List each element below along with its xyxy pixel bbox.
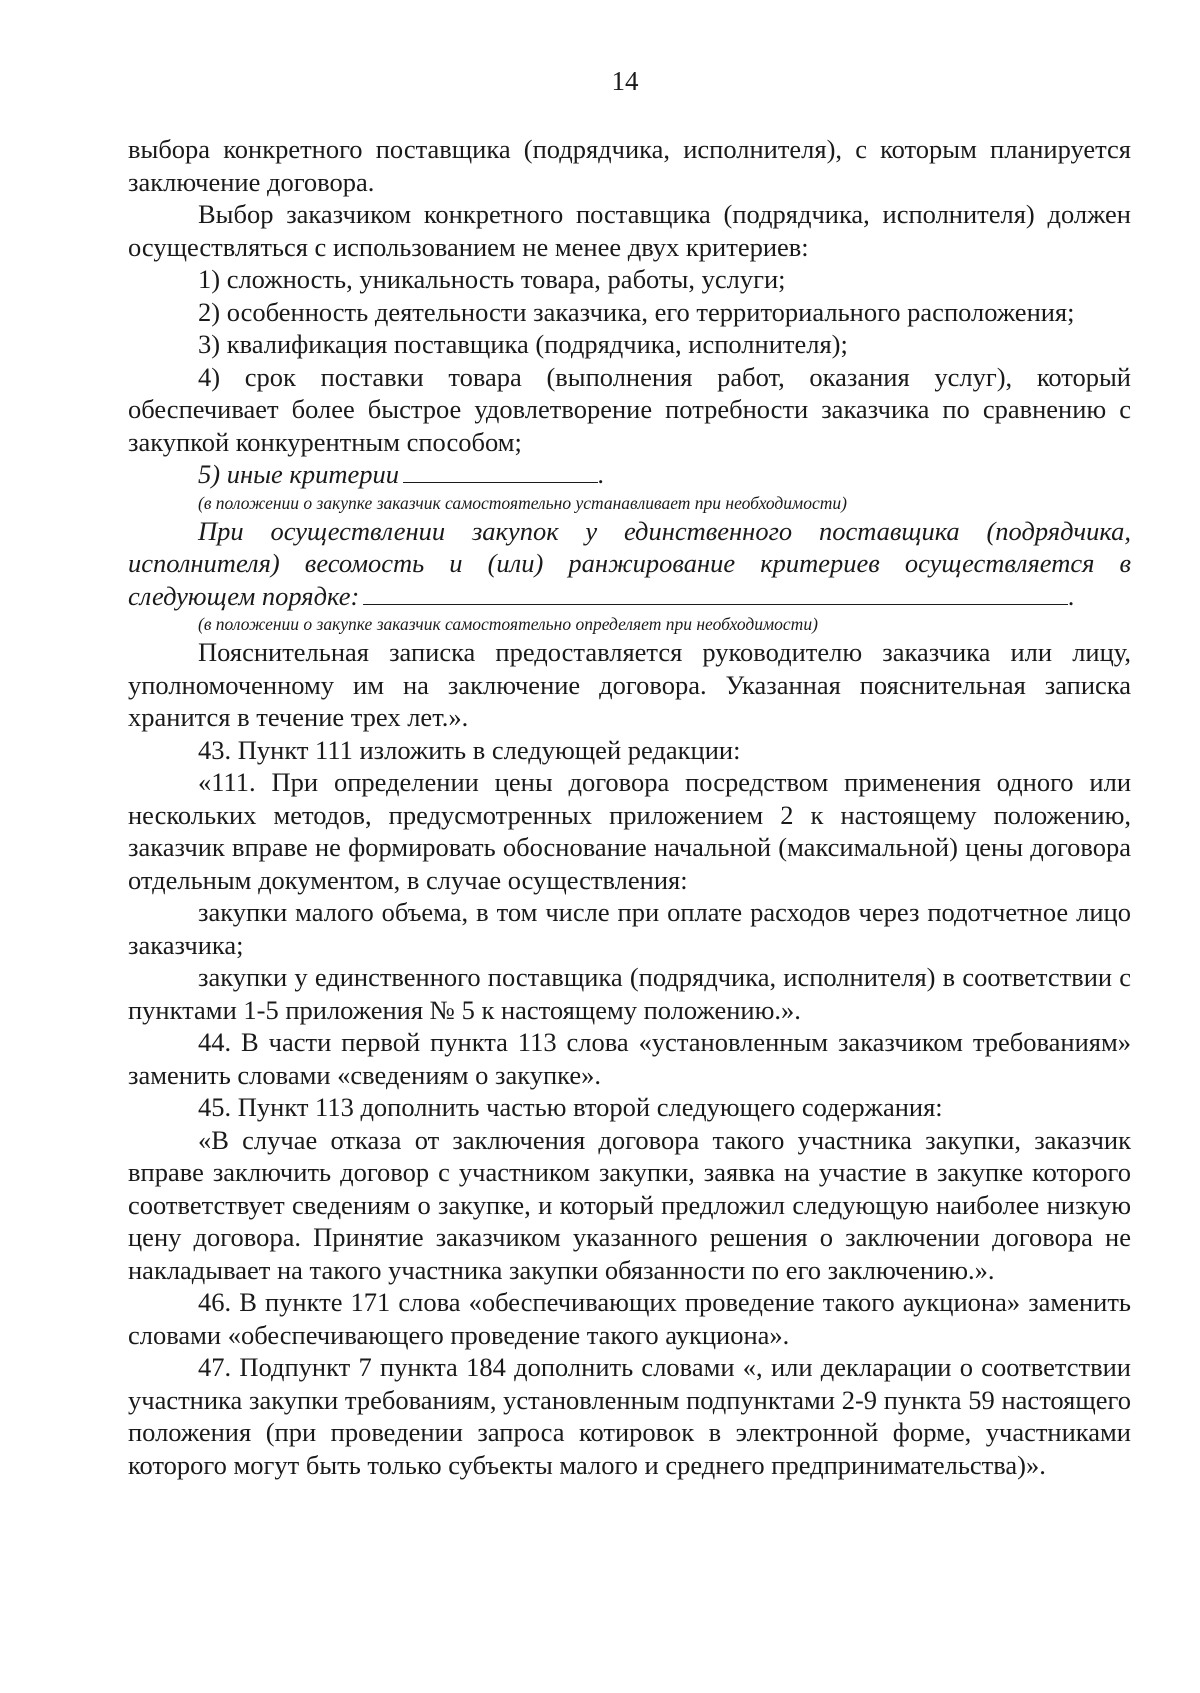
paragraph: выбора конкретного поставщика (подрядчика, исполнителя), с которым планируется заключение договора. — [128, 134, 1131, 197]
list-item: 2) особенность деятельности заказчика, его территориального расположения; — [198, 296, 1075, 327]
paragraph: «111. При определении цены договора посредством применения одного или нескольких методов, предусмотренных приложением 2 к настоящему положению, заказчик вправе не формировать обоснование начальной (максимальной) цены договора отдельным документом, в случае осуществления: — [128, 767, 1131, 895]
paragraph: 45. Пункт 113 дополнить частью второй следующего содержания: — [198, 1092, 943, 1122]
paragraph: Выбор заказчиком конкретного поставщика (подрядчика, исполнителя) должен осуществляться с использованием не менее двух критериев: — [128, 199, 1131, 262]
list-item: 1) сложность, уникальность товара, работы, услуги; — [198, 264, 786, 294]
list-item: 4) срок поставки товара (выполнения работ, оказания услуг), который обеспечивает более быстрое удовлетворение потребности заказчика по сравнению с закупкой конкурентным способом; — [128, 361, 1131, 457]
fill-in-blank — [403, 462, 598, 483]
paragraph: 47. Подпункт 7 пункта 184 дополнить словами «, или декларации о соответствии участника закупки требованиям, установленным подпунктами 2-9 пункта 59 настоящего положения (при проведении запроса котировок в электронной форме, участниками которого могут быть только субъекты малого и среднего предпринимательства)». — [128, 1352, 1131, 1480]
blank-terminator: . — [1068, 580, 1075, 611]
paragraph: 44. В части первой пункта 113 слова «установленным заказчиком требованиям» заменить словами «сведениям о закупке». — [128, 1027, 1131, 1090]
blank-terminator: . — [597, 459, 605, 489]
page-number: 14 — [611, 66, 639, 96]
footnote-instruction: (в положении о закупке заказчик самостоятельно определяет при необходимости) — [198, 614, 818, 634]
criteria-order-text: При осуществлении закупок у единственного поставщика (подрядчика, исполнителя) весомость и (или) ранжирование критериев осуществляется в следующем порядке: — [128, 515, 1131, 611]
footnote-instruction: (в положении о закупке заказчик самостоятельно устанавливает при необходимости) — [198, 492, 847, 513]
paragraph: закупки малого объема, в том числе при оплате расходов через подотчетное лицо заказчика; — [128, 897, 1131, 960]
fill-in-blank — [363, 584, 1068, 605]
paragraph: 43. Пункт 111 изложить в следующей редакции: — [198, 734, 741, 765]
list-item: 3) квалификация поставщика (подрядчика, исполнителя); — [198, 329, 848, 359]
criteria-label: 5) иные критерии — [198, 459, 399, 489]
list-item-other-criteria — [128, 458, 1131, 491]
italic-paragraph — [128, 515, 1131, 613]
document-body — [128, 133, 1131, 1481]
paragraph: закупки у единственного поставщика (подрядчика, исполнителя) в соответствии с пунктами 1-5 приложения № 5 к настоящему положению.». — [128, 962, 1131, 1025]
paragraph: Пояснительная записка предоставляется руководителю заказчика или лицу, уполномоченному им на заключение договора. Указанная пояснительная записка хранится в течение трех лет.». — [128, 637, 1131, 732]
paragraph: 46. В пункте 171 слова «обеспечивающих проведение такого аукциона» заменить словами «обеспечивающего проведение такого аукциона». — [128, 1287, 1131, 1350]
paragraph: «В случае отказа от заключения договора такого участника закупки, заказчик вправе заключить договор с участником закупки, заявка на участие в закупке которого соответствует сведениям о закупке, и который предложил следующую наиболее низкую цену договора. Принятие заказчиком указанного решения о заключении договора не накладывает на такого участника закупки обязанности по его заключению.». — [128, 1124, 1131, 1285]
